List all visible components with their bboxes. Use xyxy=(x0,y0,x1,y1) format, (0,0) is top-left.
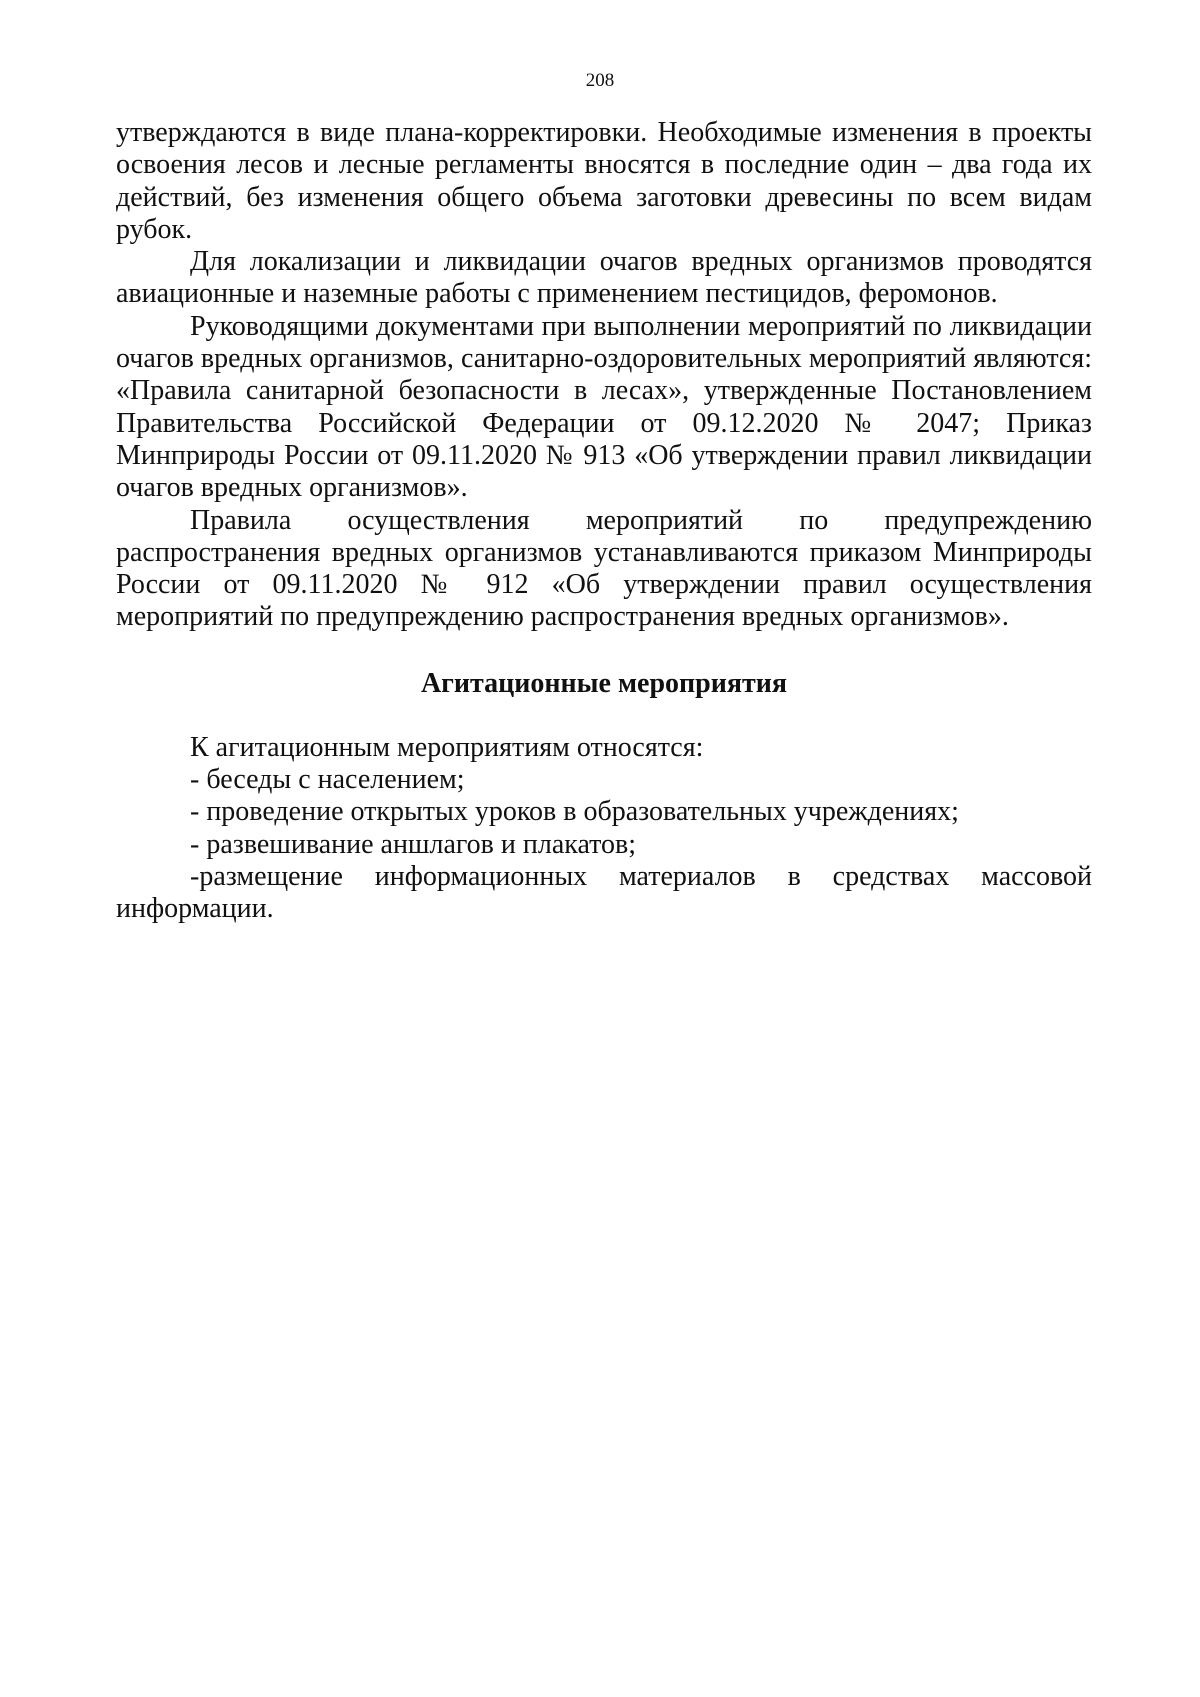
list-item: - беседы с населением; xyxy=(190,764,465,796)
section-intro: К агитационным мероприятиям относятся: xyxy=(190,731,704,763)
paragraph-continuation: утверждаются в виде плана-корректировки. Необходимые изменения в проекты освоения лесов и лесные регламенты вносятся в последние один – два года их действий, без изменения общего объема заготовки древесины по всем видам рубок. xyxy=(116,117,1092,245)
list-item: - проведение открытых уроков в образовательных учреждениях; xyxy=(190,796,959,828)
paragraph-pest-control: Для локализации и ликвидации очагов вредных организмов проводятся авиационные и наземные работы с применением пестицидов, феромонов. xyxy=(116,246,1092,310)
list-item: - развешивание аншлагов и плакатов; xyxy=(190,828,637,860)
page-number: 208 xyxy=(585,70,615,91)
document-body xyxy=(116,117,1092,926)
paragraph-prevention-rules: Правила осуществления мероприятий по предупреждению распространения вредных организмов устанавливаются приказом Минприроды России от 09.11.2020 № 912 «Об утверждении правил осуществления мероприятий по предупреждению распространения вредных организмов». xyxy=(116,504,1092,633)
section-heading: Агитационные мероприятия xyxy=(420,667,788,699)
paragraph-guiding-documents: Руководящими документами при выполнении мероприятий по ликвидации очагов вредных организмов, санитарно-оздоровительных мероприятий являются: «Правила санитарной безопасности в лесах», утвержденные Постановлением Правительства Российской Федерации от 09.12.2020 № 2047; Приказ Минприроды России от 09.11.2020 № 913 «Об утверждении правил ликвидации очагов вредных организмов». xyxy=(116,310,1092,504)
list-item: -размещение информационных материалов в средствах массовой информации. xyxy=(116,860,1092,925)
